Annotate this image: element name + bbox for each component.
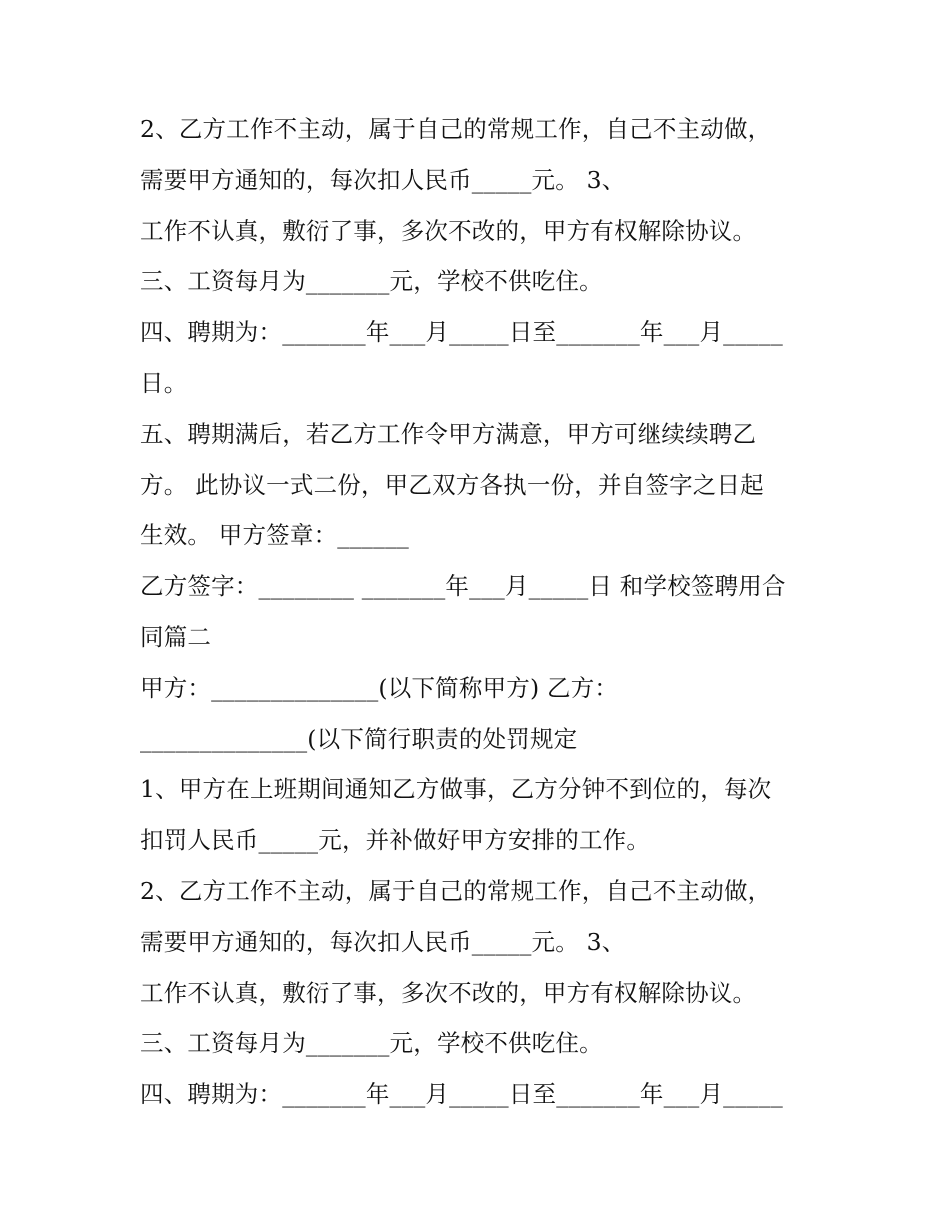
text-line: 三、工资每月为_______元，学校不供吃住。 (140, 267, 603, 296)
text-line: 甲方：______________(以下简称甲方) 乙方： (140, 673, 619, 702)
text-line: 日。 (140, 368, 188, 397)
text-line: 需要甲方通知的，每次扣人民币_____元。 3、 (140, 927, 626, 956)
text-line: 五、聘期满后，若乙方工作令甲方满意，甲方可继续续聘乙 (140, 419, 757, 448)
text-line: 2、乙方工作不主动，属于自己的常规工作，自己不主动做， (140, 876, 772, 905)
text-line: 三、工资每月为_______元，学校不供吃住。 (140, 1029, 603, 1058)
text-line: 2、乙方工作不主动，属于自己的常规工作，自己不主动做， (140, 115, 772, 143)
text-line: 1、甲方在上班期间通知乙方做事，乙方分钟不到位的，每次 (140, 775, 772, 804)
text-line: 工作不认真，敷衍了事，多次不改的，甲方有权解除协议。 (140, 216, 757, 245)
text-line: 四、聘期为：_______年___月_____日至_______年___月_____ (140, 318, 783, 347)
text-line: 乙方签字：________ _______年___月_____日 和学校签聘用合 (140, 572, 786, 601)
text-line: 四、聘期为：_______年___月_____日至_______年___月_____ (140, 1080, 783, 1109)
text-line: 同篇二 (140, 622, 212, 651)
text-line: 生效。 甲方签章：______ (140, 521, 409, 550)
text-line: 方。 此协议一式二份，甲乙双方各执一份，并自签字之日起 (140, 470, 764, 499)
text-line: ______________(以下简行职责的处罚规定 (140, 724, 578, 753)
text-line: 扣罚人民币_____元，并补做好甲方安排的工作。 (140, 826, 651, 855)
document-body (140, 104, 830, 1120)
text-line: 工作不认真，敷衍了事，多次不改的，甲方有权解除协议。 (140, 978, 757, 1007)
text-line: 需要甲方通知的，每次扣人民币_____元。 3、 (140, 165, 626, 194)
